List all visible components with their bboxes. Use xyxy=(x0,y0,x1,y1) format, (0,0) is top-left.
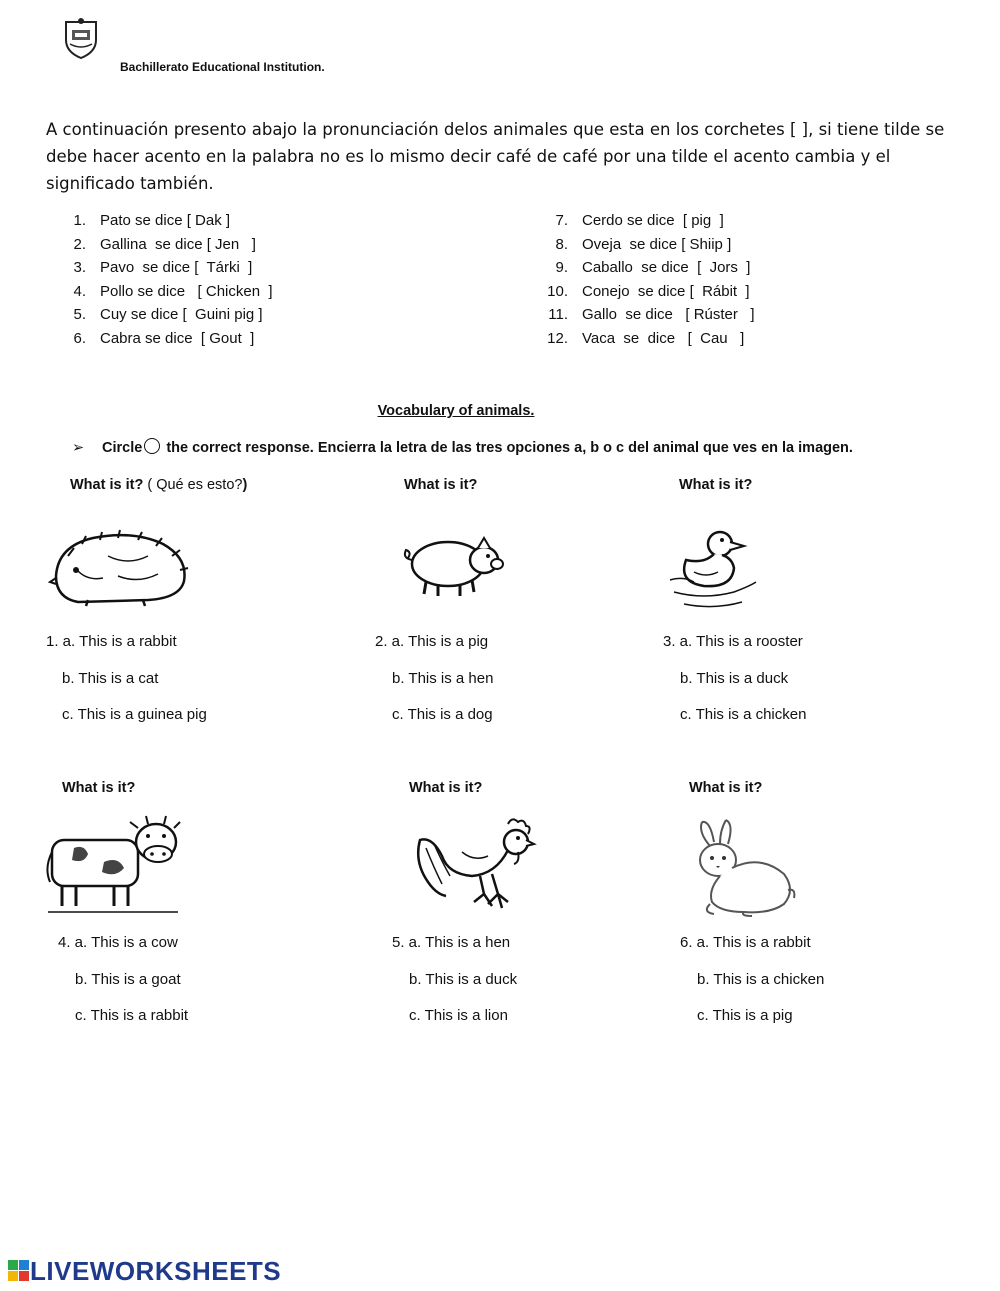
option-3b[interactable]: b. This is a duck xyxy=(680,670,789,687)
option-5c[interactable]: c. This is a lion xyxy=(409,1007,508,1024)
question-label-4: What is it? xyxy=(62,780,136,796)
list-item: 7. Cerdo se dice [ pig ] xyxy=(555,212,724,229)
list-item: 4. Pollo se dice [ Chicken ] xyxy=(73,282,273,300)
question-label-6: What is it? xyxy=(689,780,763,796)
option-3a[interactable]: 3. a. This is a rooster xyxy=(663,633,803,650)
guinea-pig-icon xyxy=(48,526,190,613)
option-2b[interactable]: b. This is a hen xyxy=(392,670,494,687)
option-4b[interactable]: b. This is a goat xyxy=(75,971,181,988)
option-3c[interactable]: c. This is a chicken xyxy=(680,706,807,723)
school-logo-icon xyxy=(60,16,102,60)
option-1b[interactable]: b. This is a cat xyxy=(62,670,159,687)
list-item: 8. Oveja se dice [ Shiip ] xyxy=(555,235,732,253)
liveworksheets-logo-icon xyxy=(8,1258,30,1288)
circle-icon xyxy=(144,438,160,454)
section-title: Vocabulary of animals. xyxy=(377,403,535,419)
pig-icon xyxy=(400,528,508,605)
footer-brand[interactable]: LIVEWORKSHEETS xyxy=(30,1256,282,1286)
option-5a[interactable]: 5. a. This is a hen xyxy=(392,934,511,951)
option-5b[interactable]: b. This is a duck xyxy=(409,971,518,988)
duck-icon xyxy=(664,522,764,619)
option-2c[interactable]: c. This is a dog xyxy=(392,706,493,723)
instruction: ➢ Circle the correct response. Encierra la letra de las tres opciones a, b o c del animal que ves en la imagen. xyxy=(72,440,853,456)
list-item: 2. Gallina se dice [ Jen ] xyxy=(73,235,256,253)
question-label-1: What is it? ( Qué es esto?) xyxy=(70,477,248,493)
question-label-2: What is it? xyxy=(404,477,478,493)
list-item: 1. Pato se dice [ Dak ] xyxy=(73,212,231,229)
arrow-bullet-icon: ➢ xyxy=(72,440,85,456)
pronunciation-list-left xyxy=(58,209,273,351)
option-1c[interactable]: c. This is a guinea pig xyxy=(62,706,207,723)
rabbit-icon xyxy=(680,818,800,923)
option-6a[interactable]: 6. a. This is a rabbit xyxy=(680,934,811,951)
option-6c[interactable]: c. This is a pig xyxy=(697,1007,793,1024)
option-4a[interactable]: 4. a. This is a cow xyxy=(58,934,178,951)
option-6b[interactable]: b. This is a chicken xyxy=(697,971,825,988)
question-label-5: What is it? xyxy=(409,780,483,796)
list-item: 9. Caballo se dice [ Jors ] xyxy=(555,259,751,277)
question-label-3: What is it? xyxy=(679,477,753,493)
intro-paragraph: A continuación presento abajo la pronunciación delos animales que esta en los corchetes [ ], si tiene tilde se debe hacer acento en la palabra no es lo mismo decir café de café por una tilde el acento cambia y el significado también. xyxy=(46,120,945,193)
list-item: 11. Gallo se dice [ Rúster ] xyxy=(548,306,755,324)
school-name: Bachillerato Educational Institution. xyxy=(120,60,325,74)
list-item: 10. Conejo se dice [ Rábit ] xyxy=(547,282,750,300)
rooster-icon xyxy=(412,812,538,921)
option-2a[interactable]: 2. a. This is a pig xyxy=(375,633,489,650)
cow-icon xyxy=(44,812,182,923)
list-item: 3. Pavo se dice [ Tárki ] xyxy=(73,259,253,277)
list-item: 6. Cabra se dice [ Gout ] xyxy=(73,329,255,347)
list-item: 5. Cuy se dice [ Guini pig ] xyxy=(73,306,263,324)
list-item: 12. Vaca se dice [ Cau ] xyxy=(547,329,745,347)
option-1a[interactable]: 1. a. This is a rabbit xyxy=(46,633,177,650)
option-4c[interactable]: c. This is a rabbit xyxy=(75,1007,189,1024)
pronunciation-list-right xyxy=(540,209,755,351)
